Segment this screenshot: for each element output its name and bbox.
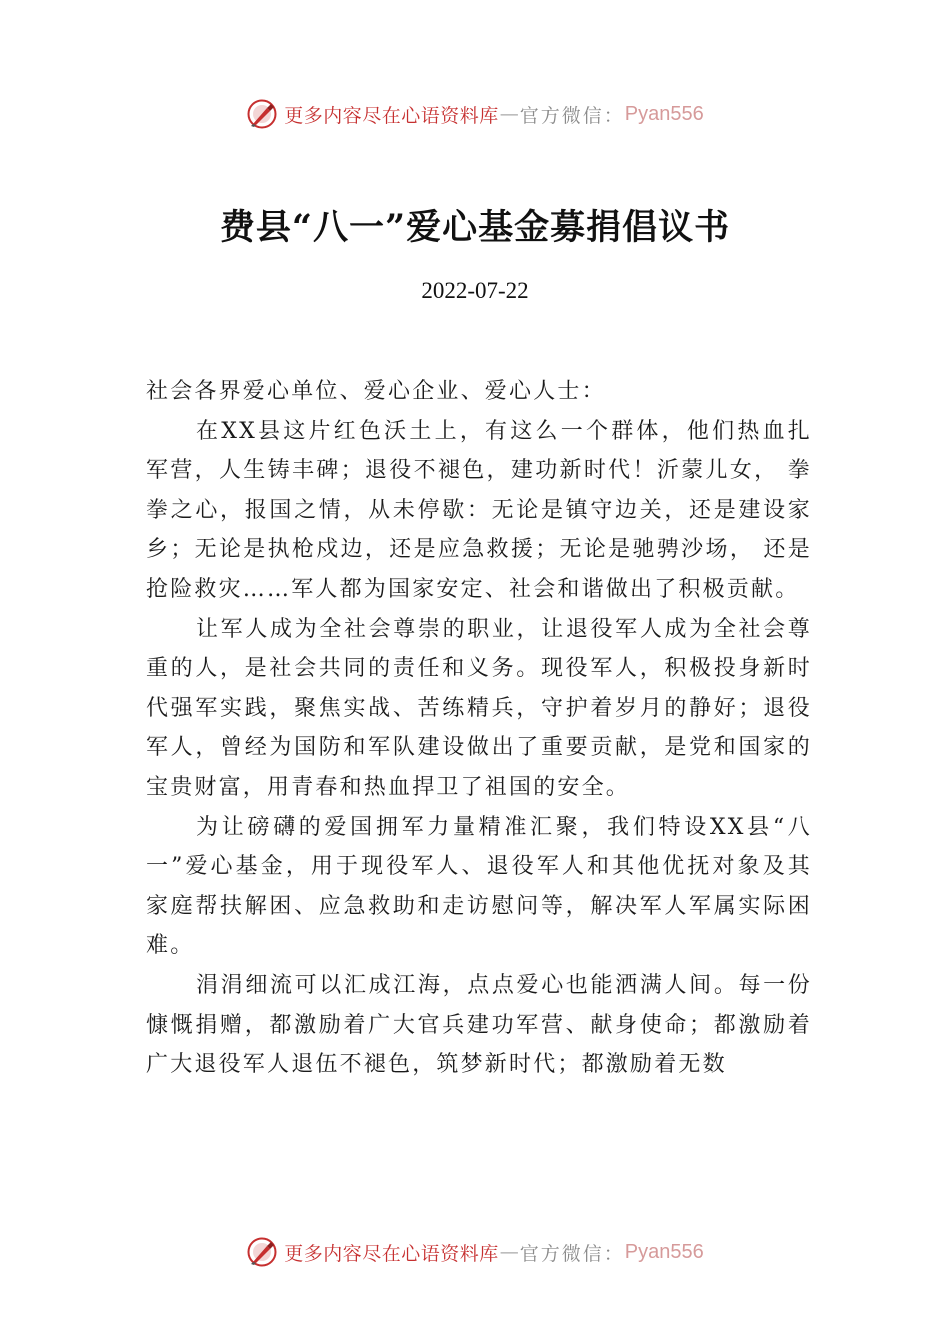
watermark-official-label: 官方微信： [519,104,625,127]
watermark-banner-top [0,94,950,134]
body-paragraph: 涓涓细流可以汇成江海，点点爱心也能洒满人间。每一份慷慨捐赠，都激励着广大官兵建功军营、献身使命；都激励着广大退役军人退伍不褪色，筑梦新时代；都激励着无数 [146,972,812,1078]
watermark-wechat-id: Pyan556 [624,1240,704,1263]
document-body [146,372,812,1085]
watermark-dash: — [499,1241,519,1263]
salutation: 社会各界爱心单位、爱心企业、爱心人士： [146,379,606,404]
watermark-text: 更多内容尽在心语资料库 [284,1242,499,1265]
watermark-banner-bottom [0,1232,950,1272]
watermark-official-label: 官方微信： [519,1242,625,1265]
document-title: 费县“八一”爱心基金募捐倡议书 [219,207,731,248]
watermark-dash: — [499,103,519,125]
document-date: 2022-07-22 [421,278,529,303]
pen-logo-icon [246,98,278,130]
body-paragraph: 在XX县这片红色沃土上，有这么一个群体，他们热血扎军营，人生铸丰碑；退役不褪色，建功新时代！沂蒙儿女， 拳拳之心，报国之情，从未停歇：无论是镇守边关，还是建设家乡；无论是执枪戍边，还是应急救援；无论是驰骋沙场， 还是抢险救灾……军人都为国家安定、社会和谐做出了积极贡献。 [146,418,812,602]
pen-logo-icon [246,1236,278,1268]
watermark-text: 更多内容尽在心语资料库 [284,104,499,127]
watermark-wechat-id: Pyan556 [624,102,704,125]
body-paragraph: 为让磅礴的爱国拥军力量精准汇聚，我们特设XX县“八一”爱心基金，用于现役军人、退役军人和其他优抚对象及其家庭帮扶解困、应急救助和走访慰问等，解决军人军属实际困难。 [146,814,812,959]
body-paragraph: 让军人成为全社会尊崇的职业，让退役军人成为全社会尊重的人，是社会共同的责任和义务。现役军人，积极投身新时代强军实践，聚焦实战、苦练精兵，守护着岁月的静好；退役军人，曾经为国防和军队建设做出了重要贡献，是党和国家的宝贵财富，用青春和热血捍卫了祖国的安全。 [146,616,812,800]
